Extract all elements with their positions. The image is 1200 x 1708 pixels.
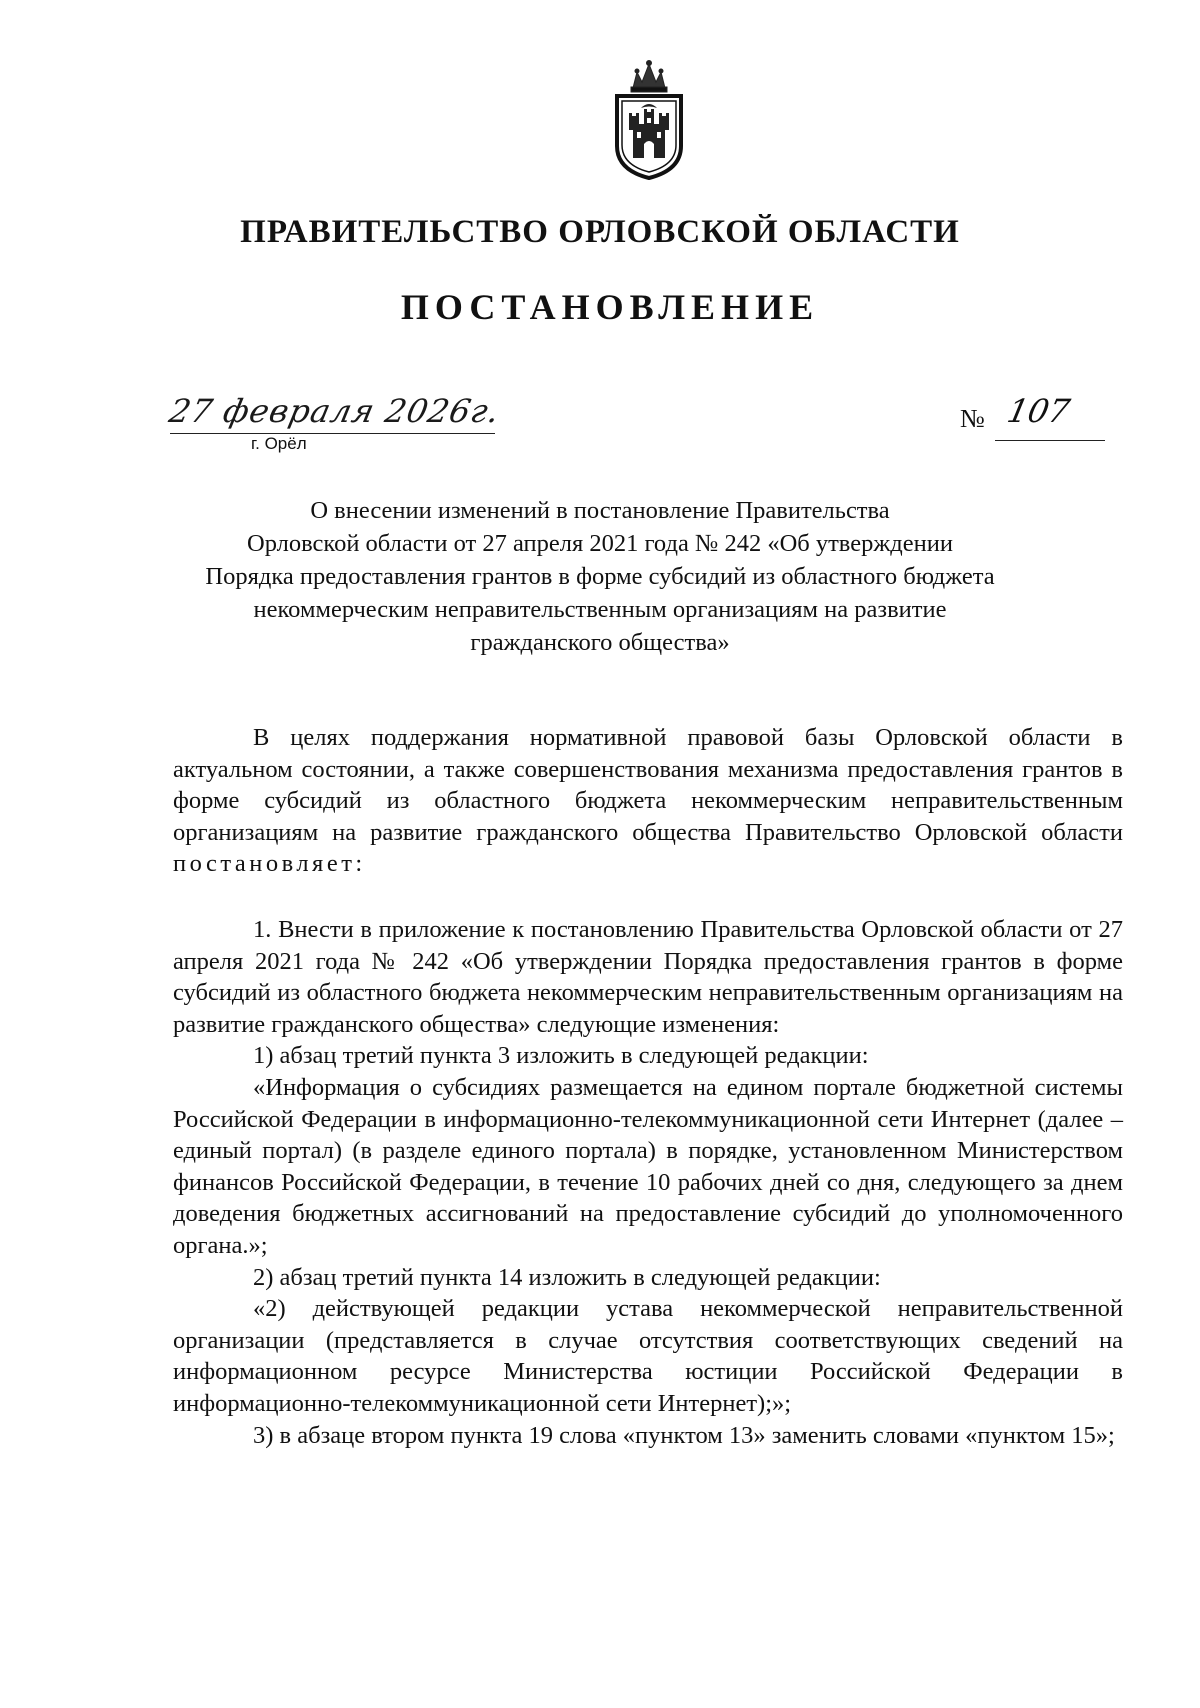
document-date: 27 февраля 2026г. bbox=[165, 392, 504, 430]
subitem-3-paragraph: 3) в абзаце втором пункта 19 слова «пунктом 13» заменить словами «пунктом 15»; bbox=[253, 1421, 1115, 1449]
heading-line: Порядка предоставления грантов в форме субсидий из областного бюджета bbox=[205, 563, 995, 590]
subitem-2-quote: «2) действующей редакции устава некоммерческой неправительственной организации (представляется в случае отсутствия соответствующих сведений на информационном ресурсе Министерства юстиции Российской Федерации в информационно-телекоммуникационной сети Интернет);»; bbox=[173, 1295, 1123, 1417]
preamble-paragraph bbox=[173, 722, 1123, 880]
heading-line: О внесении изменений в постановление Правительства bbox=[310, 497, 890, 524]
document-number: 107 bbox=[1003, 392, 1074, 430]
subitem-1-quote: «Информация о субсидиях размещается на едином портале бюджетной системы Российской Федерации в информационно-телекоммуникационной сети Интернет (далее – единый портал) (в разделе единого портала) в порядке, установленном Министерством финансов Российской Федерации, в течение 10 рабочих дней со дня, следующего за днем доведения бюджетных ассигнований на предоставление субсидий до уполномоченного органа.»; bbox=[173, 1073, 1123, 1259]
preamble-block bbox=[173, 722, 1123, 880]
heading-line: Орловской области от 27 апреля 2021 года № 242 «Об утверждении bbox=[247, 530, 953, 557]
preamble-text: В целях поддержания нормативной правовой базы Орловской области в актуальном состоянии, а также совершенствования механизма предоставления грантов в форме субсидий из областного бюджета некоммерческим неправительственным организациям на развитие гражданского общества Правительство Орловской области bbox=[173, 724, 1123, 846]
document-city: г. Орёл bbox=[251, 434, 307, 453]
oryol-oblast-coat-of-arms-icon bbox=[611, 58, 687, 180]
document-heading bbox=[150, 494, 1050, 659]
subitem-1-paragraph: 1) абзац третий пункта 3 изложить в следующей редакции: bbox=[253, 1042, 869, 1070]
organization-title: ПРАВИТЕЛЬСТВО ОРЛОВСКОЙ ОБЛАСТИ bbox=[240, 214, 960, 250]
document-type-title: ПОСТАНОВЛЕНИЕ bbox=[400, 287, 820, 327]
number-underline bbox=[995, 440, 1105, 441]
preamble-verb: постановляет: bbox=[173, 850, 366, 878]
document-number-label: № bbox=[960, 404, 985, 433]
heading-line: некоммерческим неправительственным организациям на развитие bbox=[253, 596, 947, 623]
item-1-paragraph: 1. Внести в приложение к постановлению Правительства Орловской области от 27 апреля 2021 года № 242 «Об утверждении Порядка предоставления грантов в форме субсидий из областного бюджета некоммерческим неправительственным организациям на развитие гражданского общества» следующие изменения: bbox=[173, 916, 1123, 1038]
date-underline bbox=[170, 433, 495, 434]
heading-line: гражданского общества» bbox=[470, 629, 730, 656]
subitem-2-paragraph: 2) абзац третий пункта 14 изложить в следующей редакции: bbox=[253, 1263, 881, 1291]
resolution-body bbox=[173, 914, 1123, 1451]
